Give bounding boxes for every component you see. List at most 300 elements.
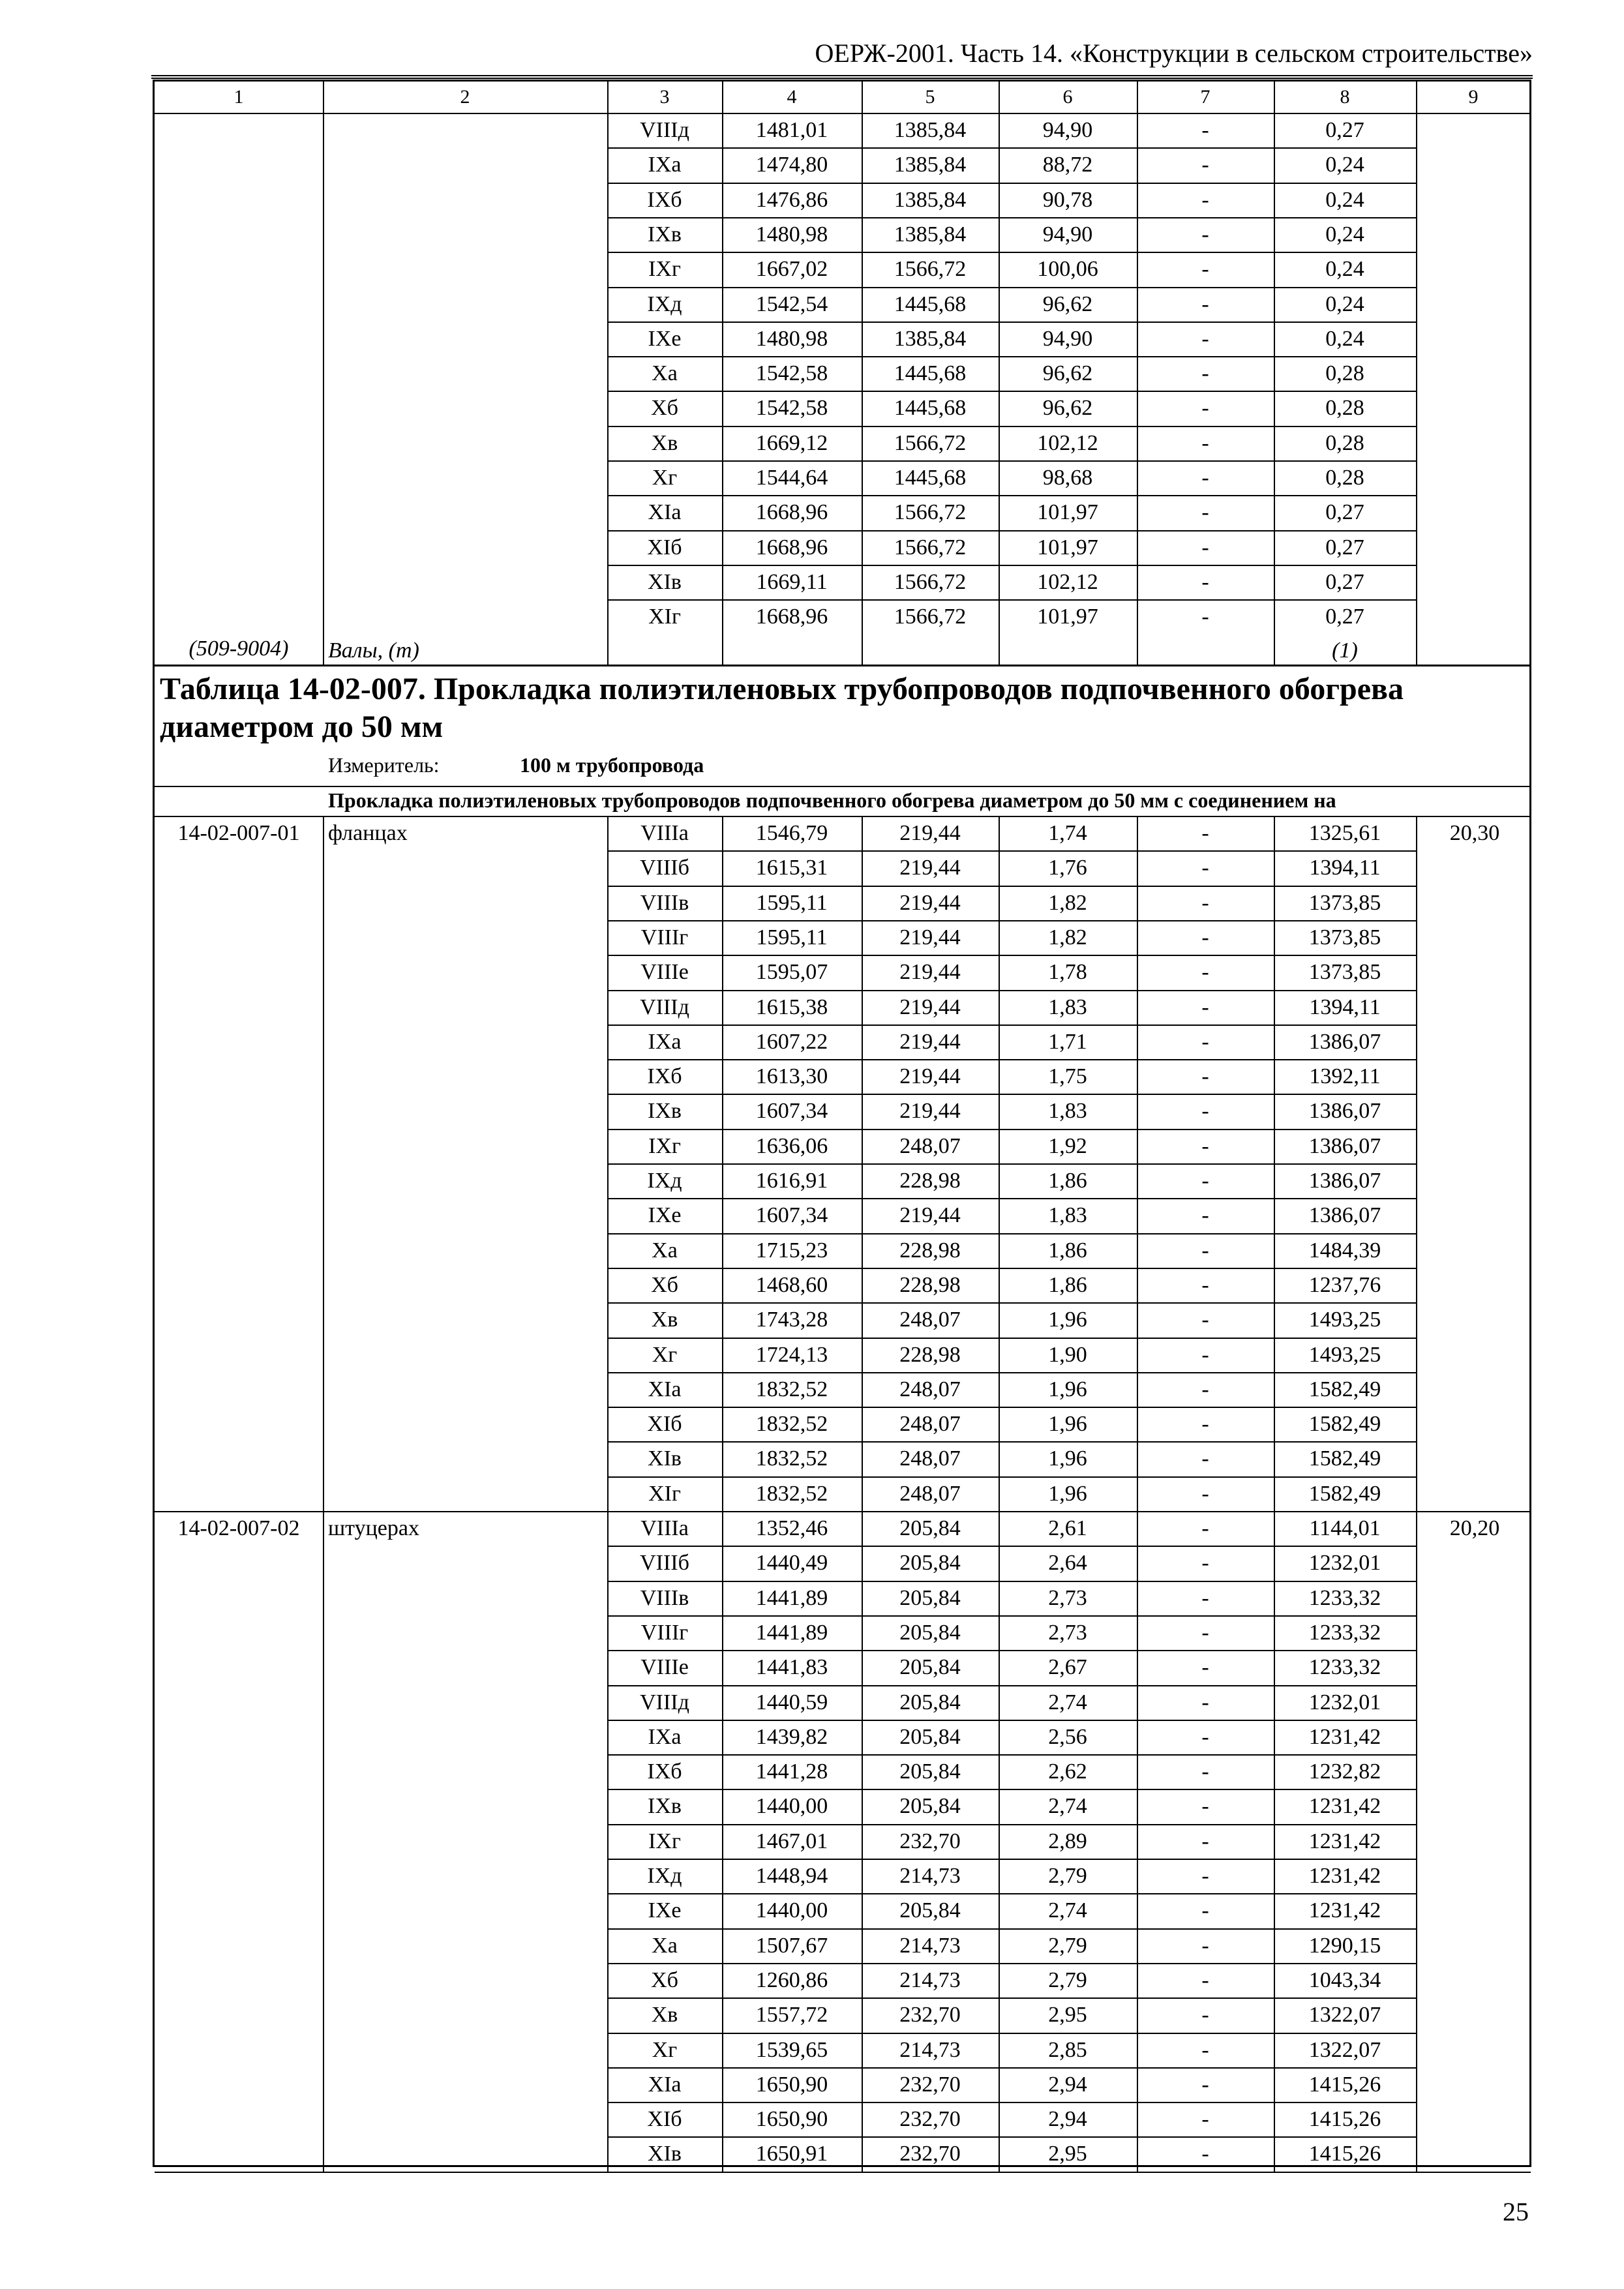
cell-zone: IXе [648,1203,682,1228]
cell-materials: 1232,82 [1308,1759,1381,1784]
cell-wages: 1385,84 [894,187,967,212]
cell-machines: 96,62 [1042,361,1093,386]
cell-drivers: - [1201,1029,1209,1054]
cell-zone: IXб [647,187,682,212]
cell-wages: 1566,72 [894,569,967,594]
cell-materials: 1386,07 [1308,1099,1381,1124]
cell-machines: 1,83 [1048,1099,1087,1124]
cell-drivers: - [1201,925,1209,950]
cell-wages: 232,70 [899,2072,961,2097]
cell-wages: 205,84 [899,1690,961,1714]
cell-materials: 1386,07 [1308,1169,1381,1193]
row-rule [155,786,1531,787]
cell-zone: VIIIг [640,1620,689,1645]
cell-zone: IXд [647,292,682,316]
item-name: штуцерах [328,1516,419,1540]
cell-materials: 1232,01 [1308,1551,1381,1576]
cell-wages: 248,07 [899,1412,961,1437]
cell-total: 1440,59 [755,1690,828,1714]
cell-drivers: - [1201,1794,1209,1819]
item-code: 14-02-007-01 [177,821,300,845]
cell-total: 1448,94 [755,1864,828,1888]
cell-machines: 1,86 [1048,1272,1087,1297]
cell-wages: 1445,68 [894,466,967,490]
rates-table [153,80,1531,2167]
cell-zone: Xг [652,466,678,490]
cell-zone: XIб [647,535,682,560]
cell-drivers: - [1201,1203,1209,1228]
cell-total: 1832,52 [755,1481,828,1506]
item-code: 14-02-007-02 [177,1516,300,1540]
cell-wages: 248,07 [899,1481,961,1506]
cell-drivers: - [1201,1516,1209,1540]
cell-total: 1616,91 [755,1169,828,1193]
cell-drivers: - [1201,2072,1209,2097]
cell-materials: 1233,32 [1308,1620,1381,1645]
cell-zone: Xа [652,1933,678,1958]
col-header-6: 6 [1062,86,1073,108]
cell-machines: 101,97 [1037,500,1098,525]
cell-wages: 1385,84 [894,222,967,247]
cell-zone: XIа [648,1377,682,1401]
cell-drivers: - [1201,292,1209,316]
cell-machines: 1,86 [1048,1238,1087,1263]
column-rule [1416,82,1417,665]
cell-zone: Xв [651,430,678,455]
cell-total: 1441,28 [755,1759,828,1784]
cell-wages: 232,70 [899,2142,961,2166]
cell-zone: Xа [652,361,678,386]
cell-total: 1724,13 [755,1342,828,1367]
cell-zone: XIа [648,2072,682,2097]
cell-machines: 94,90 [1042,222,1093,247]
cell-materials: 0,24 [1325,292,1364,316]
cell-wages: 219,44 [899,890,961,915]
cell-zone: IXд [647,1864,682,1888]
cell-drivers: - [1201,1481,1209,1506]
cell-wages: 1566,72 [894,500,967,525]
cell-drivers: - [1201,1551,1209,1576]
cell-drivers: - [1201,605,1209,629]
cell-machines: 2,74 [1048,1690,1087,1714]
cell-wages: 205,84 [899,1620,961,1645]
cell-materials: 1392,11 [1309,1064,1381,1089]
cell-machines: 2,79 [1048,1933,1087,1958]
col-header-2: 2 [460,86,470,108]
cell-drivers: - [1201,326,1209,351]
cell-wages: 205,84 [899,1551,961,1576]
cell-drivers: - [1201,2003,1209,2027]
cell-materials: 0,28 [1325,361,1364,386]
cell-total: 1636,06 [755,1133,828,1158]
cell-wages: 232,70 [899,2107,961,2132]
cell-machines: 88,72 [1042,153,1093,177]
cell-machines: 2,89 [1048,1829,1087,1853]
cell-total: 1669,12 [755,430,828,455]
col-header-5: 5 [925,86,935,108]
cell-zone: Xв [651,1308,678,1332]
cell-materials: 1373,85 [1308,960,1381,985]
cell-drivers: - [1201,1308,1209,1332]
cell-zone: VIIIд [640,995,689,1019]
cell-total: 1542,58 [755,396,828,421]
cell-drivers: - [1201,500,1209,525]
cell-machines: 2,61 [1048,1516,1087,1540]
cell-machines: 1,96 [1048,1377,1087,1401]
cell-machines: 1,86 [1048,1169,1087,1193]
cell-drivers: - [1201,222,1209,247]
column-rule [1416,1511,1417,2172]
cell-total: 1474,80 [755,153,828,177]
cell-wages: 228,98 [899,1238,961,1263]
cell-total: 1481,01 [755,118,828,142]
cell-zone: VIIIа [640,821,689,845]
cell-wages: 219,44 [899,1064,961,1089]
cell-machines: 98,68 [1042,466,1093,490]
cell-machines: 1,83 [1048,995,1087,1019]
cell-total: 1441,89 [755,1620,828,1645]
cell-total: 1439,82 [755,1724,828,1749]
cell-wages: 232,70 [899,1829,961,1853]
cell-wages: 1385,84 [894,153,967,177]
cell-wages: 228,98 [899,1169,961,1193]
cell-materials: 0,27 [1325,500,1364,525]
cell-materials: 0,24 [1325,326,1364,351]
cell-zone: IXв [648,1099,682,1124]
cell-total: 1715,23 [755,1238,828,1263]
cell-wages: 1445,68 [894,361,967,386]
cell-zone: IXб [647,1759,682,1784]
cell-wages: 228,98 [899,1272,961,1297]
col-header-9: 9 [1468,86,1479,108]
cell-zone: IXа [648,1724,682,1749]
cell-machines: 1,96 [1048,1308,1087,1332]
cell-total: 1480,98 [755,326,828,351]
cell-materials: 1231,42 [1308,1898,1381,1923]
cell-total: 1440,00 [755,1898,828,1923]
cell-machines: 90,78 [1042,187,1093,212]
cell-wages: 205,84 [899,1898,961,1923]
cell-materials: 1373,85 [1308,890,1381,915]
cell-materials: 1373,85 [1308,925,1381,950]
cell-materials: 1043,34 [1308,1967,1381,1992]
cell-drivers: - [1201,1724,1209,1749]
cell-zone: XIб [647,2107,682,2132]
cell-total: 1440,00 [755,1794,828,1819]
cell-zone: IXе [648,326,682,351]
cell-zone: VIIIб [640,1551,689,1576]
cell-total: 1832,52 [755,1377,828,1401]
cell-drivers: - [1201,1898,1209,1923]
cell-total: 1441,83 [755,1655,828,1680]
cell-drivers: - [1201,2107,1209,2132]
cell-machines: 2,67 [1048,1655,1087,1680]
col-header-3: 3 [659,86,670,108]
cell-materials: 1290,15 [1308,1933,1381,1958]
cell-wages: 219,44 [899,1203,961,1228]
cell-wages: 214,73 [899,1864,961,1888]
cell-drivers: - [1201,1099,1209,1124]
cell-drivers: - [1201,466,1209,490]
cell-machines: 2,56 [1048,1724,1087,1749]
cell-drivers: - [1201,1064,1209,1089]
cell-machines: 2,73 [1048,1620,1087,1645]
cell-total: 1542,54 [755,292,828,316]
cell-materials: 1144,01 [1309,1516,1381,1540]
cell-materials: 1231,42 [1308,1864,1381,1888]
cell-drivers: - [1201,1412,1209,1437]
cell-total: 1546,79 [755,821,828,845]
cell-zone: VIIIе [640,960,689,985]
cell-total: 1607,34 [755,1099,828,1124]
item-name: фланцах [328,821,408,845]
cell-drivers: - [1201,890,1209,915]
cell-machines: 1,71 [1048,1029,1087,1054]
cell-machines: 96,62 [1042,396,1093,421]
page-header: ОЕРЖ-2001. Часть 14. «Конструкции в сельском строительстве» [815,38,1533,68]
cell-materials: 1493,25 [1308,1342,1381,1367]
cell-wages: 219,44 [899,1099,961,1124]
cell-zone: Xб [651,396,678,421]
cell-drivers: - [1201,856,1209,880]
cell-zone: Xб [651,1967,678,1992]
cell-zone: VIIIв [640,890,689,915]
cell-machines: 2,79 [1048,1864,1087,1888]
cell-machines: 2,79 [1048,1967,1087,1992]
cell-zone: VIIIд [640,1690,689,1714]
cell-total: 1557,72 [755,2003,828,2027]
cell-zone: IXд [647,1169,682,1193]
cell-materials: 1233,32 [1308,1585,1381,1610]
cell-total: 1668,96 [755,500,828,525]
cell-materials: 1322,07 [1308,2037,1381,2062]
cell-drivers: - [1201,569,1209,594]
cell-total: 1650,90 [755,2072,828,2097]
cell-wages: 1566,72 [894,430,967,455]
cell-total: 1468,60 [755,1272,828,1297]
cell-materials: 0,28 [1325,396,1364,421]
header-rule [151,75,1533,79]
cell-drivers: - [1201,1933,1209,1958]
cell-drivers: - [1201,1864,1209,1888]
cell-zone: Xв [651,2003,678,2027]
cell-total: 1595,11 [756,925,828,950]
cell-materials: 1231,42 [1308,1794,1381,1819]
cell-machines: 1,78 [1048,960,1087,985]
cell-zone: XIг [648,605,681,629]
cell-zone: VIIIа [640,1516,689,1540]
cell-machines: 2,94 [1048,2107,1087,2132]
cell-materials: 1386,07 [1308,1133,1381,1158]
cell-zone: VIIIв [640,1585,689,1610]
cell-materials: 1231,42 [1308,1724,1381,1749]
cell-drivers: - [1201,1585,1209,1610]
cell-zone: Xа [652,1238,678,1263]
cell-total: 1595,07 [755,960,828,985]
cell-wages: 1566,72 [894,257,967,282]
cell-drivers: - [1201,187,1209,212]
cell-materials: 1394,11 [1309,856,1381,880]
cell-wages: 1385,84 [894,326,967,351]
cell-total: 1476,86 [755,187,828,212]
cell-zone: IXа [648,153,682,177]
cell-materials: 0,27 [1325,569,1364,594]
cell-wages: 205,84 [899,1759,961,1784]
cell-materials: 0,28 [1325,466,1364,490]
cell-wages: 219,44 [899,960,961,985]
cell-drivers: - [1201,430,1209,455]
cell-materials: 1237,76 [1308,1272,1381,1297]
cell-drivers: - [1201,1759,1209,1784]
cell-total: 1613,30 [755,1064,828,1089]
cell-total: 1352,46 [755,1516,828,1540]
cell-machines: 100,06 [1037,257,1098,282]
cell-drivers: - [1201,960,1209,985]
cell-total: 1260,86 [755,1967,828,1992]
cell-total: 1668,96 [755,605,828,629]
cell-machines: 2,74 [1048,1898,1087,1923]
cell-materials: 1493,25 [1308,1308,1381,1332]
cell-drivers: - [1201,361,1209,386]
cell-machines: 2,73 [1048,1585,1087,1610]
cell-wages: 1445,68 [894,292,967,316]
cell-machines: 1,74 [1048,821,1087,845]
col-header-7: 7 [1200,86,1210,108]
cell-machines: 101,97 [1037,535,1098,560]
cell-machines: 2,62 [1048,1759,1087,1784]
cell-wages: 205,84 [899,1516,961,1540]
cell-drivers: - [1201,118,1209,142]
cell-drivers: - [1201,1829,1209,1853]
item-labor: 20,20 [1449,1516,1500,1540]
cell-drivers: - [1201,1169,1209,1193]
cell-machines: 102,12 [1037,430,1098,455]
cell-total: 1542,58 [755,361,828,386]
cell-zone: XIб [647,1412,682,1437]
cell-wages: 1385,84 [894,118,967,142]
cell-materials: 1582,49 [1308,1481,1381,1506]
cell-materials: 1232,01 [1308,1690,1381,1714]
cell-wages: 232,70 [899,2003,961,2027]
cell-zone: VIIIг [640,925,689,950]
cell-machines: 96,62 [1042,292,1093,316]
cell-wages: 1445,68 [894,396,967,421]
cell-materials: 1322,07 [1308,2003,1381,2027]
cell-materials: 0,27 [1325,118,1364,142]
cell-materials: 1415,26 [1308,2072,1381,2097]
cell-drivers: - [1201,535,1209,560]
cell-materials: 1415,26 [1308,2142,1381,2166]
cell-wages: 228,98 [899,1342,961,1367]
cell-materials: 1582,49 [1308,1446,1381,1471]
cell-materials: 1582,49 [1308,1412,1381,1437]
cell-materials: 1231,42 [1308,1829,1381,1853]
cell-machines: 2,74 [1048,1794,1087,1819]
cell-total: 1668,96 [755,535,828,560]
cell-materials: 1233,32 [1308,1655,1381,1680]
cell-machines: 1,90 [1048,1342,1087,1367]
cell-total: 1441,89 [755,1585,828,1610]
cell-machines: 2,95 [1048,2142,1087,2166]
cell-total: 1832,52 [755,1446,828,1471]
cell-total: 1615,38 [755,995,828,1019]
cell-drivers: - [1201,821,1209,845]
cell-zone: IXв [648,1794,682,1819]
cell-wages: 214,73 [899,2037,961,2062]
cell-drivers: - [1201,2037,1209,2062]
page-number: 25 [1503,2197,1529,2226]
cell-materials: 0,24 [1325,187,1364,212]
measure-value: 100 м трубопровода [520,753,704,777]
cell-machines: 102,12 [1037,569,1098,594]
cell-machines: 1,96 [1048,1446,1087,1471]
cell-materials: 1386,07 [1308,1203,1381,1228]
cell-total: 1650,90 [755,2107,828,2132]
column-rule [323,1511,324,2172]
cell-drivers: - [1201,1967,1209,1992]
cell-machines: 1,76 [1048,856,1087,880]
cell-materials: 1394,11 [1309,995,1381,1019]
cell-zone: XIа [648,500,682,525]
cell-machines: 1,96 [1048,1412,1087,1437]
cell-drivers: - [1201,396,1209,421]
cell-total: 1507,67 [755,1933,828,1958]
cell-materials: 0,28 [1325,430,1364,455]
cell-materials: 1582,49 [1308,1377,1381,1401]
cell-zone: XIв [648,2142,682,2166]
cell-zone: Xб [651,1272,678,1297]
col-header-4: 4 [787,86,797,108]
cell-drivers: - [1201,995,1209,1019]
resource-name: Валы, (т) [328,638,419,663]
cell-machines: 2,64 [1048,1551,1087,1576]
cell-wages: 205,84 [899,1585,961,1610]
cell-machines: 2,95 [1048,2003,1087,2027]
cell-drivers: - [1201,1620,1209,1645]
cell-wages: 1566,72 [894,605,967,629]
cell-zone: IXб [647,1064,682,1089]
cell-materials: 1386,07 [1308,1029,1381,1054]
cell-zone: IXа [648,1029,682,1054]
cell-total: 1832,52 [755,1412,828,1437]
cell-wages: 219,44 [899,856,961,880]
cell-drivers: - [1201,1238,1209,1263]
cell-drivers: - [1201,1272,1209,1297]
cell-zone: XIг [648,1481,681,1506]
cell-drivers: - [1201,1342,1209,1367]
cell-total: 1743,28 [755,1308,828,1332]
cell-wages: 219,44 [899,995,961,1019]
cell-machines: 1,82 [1048,890,1087,915]
cell-machines: 1,96 [1048,1481,1087,1506]
cell-zone: VIIIд [640,118,689,142]
cell-total: 1669,11 [756,569,828,594]
cell-total: 1607,34 [755,1203,828,1228]
cell-materials: 1484,39 [1308,1238,1381,1263]
resource-code: (509-9004) [188,636,289,661]
cell-machines: 1,75 [1048,1064,1087,1089]
cell-materials: 0,24 [1325,257,1364,282]
cell-wages: 205,84 [899,1724,961,1749]
cell-total: 1440,49 [755,1551,828,1576]
cell-wages: 214,73 [899,1933,961,1958]
cell-machines: 1,82 [1048,925,1087,950]
cell-total: 1467,01 [755,1829,828,1853]
cell-drivers: - [1201,1377,1209,1401]
cell-drivers: - [1201,1446,1209,1471]
cell-machines: 1,92 [1048,1133,1087,1158]
cell-drivers: - [1201,257,1209,282]
